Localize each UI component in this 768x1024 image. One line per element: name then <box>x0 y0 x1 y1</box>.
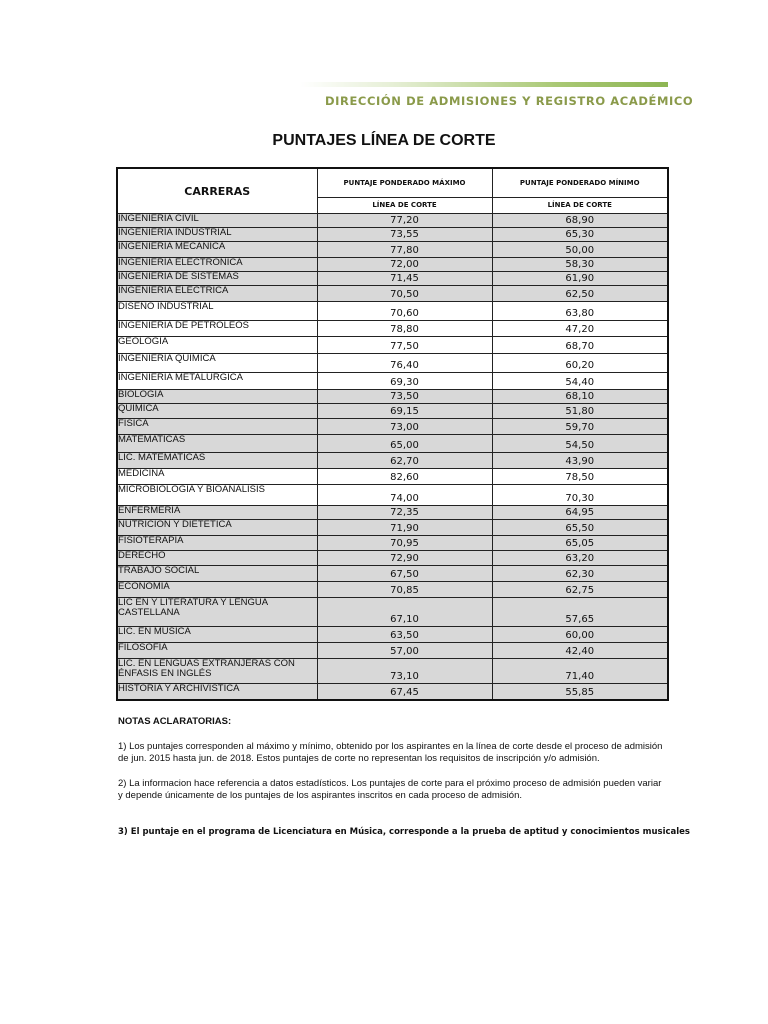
table-row <box>117 506 668 520</box>
max-score: 76,40 <box>317 354 492 373</box>
career-name: LIC. EN LENGUAS EXTRANJERAS CON ÉNFASIS EN INGLÉS <box>117 659 317 684</box>
career-name: ECONOMIA <box>117 582 317 598</box>
career-name: QUIMICA <box>117 404 317 419</box>
max-score: 77,80 <box>317 242 492 258</box>
max-score: 70,95 <box>317 536 492 551</box>
career-name: INGENIERIA DE SISTEMAS <box>117 272 317 286</box>
table-row <box>117 627 668 643</box>
career-name: GEOLOGIA <box>117 337 317 354</box>
career-name: BIOLOGIA <box>117 390 317 404</box>
career-name: INGENIERIA METALURGICA <box>117 373 317 390</box>
notes-section <box>118 716 690 837</box>
note-3: 3) El puntaje en el programa de Licenciatura en Música, corresponde a la prueba de aptitud y conocimientos musicales <box>118 827 690 837</box>
min-score: 65,05 <box>492 536 668 551</box>
career-name: MICROBIOLOGIA Y BIOANALISIS <box>117 485 317 506</box>
table-row <box>117 551 668 566</box>
min-score: 59,70 <box>492 419 668 435</box>
column-header-carreras: CARRERAS <box>117 168 317 214</box>
table-row <box>117 582 668 598</box>
career-name: LIC. MATEMATICAS <box>117 453 317 469</box>
career-name: LIC. EN MUSICA <box>117 627 317 643</box>
career-name: DISEÑO INDUSTRIAL <box>117 302 317 321</box>
min-score: 71,40 <box>492 659 668 684</box>
min-score: 65,50 <box>492 520 668 536</box>
header-accent-bar <box>300 82 668 87</box>
table-row <box>117 258 668 272</box>
table-row <box>117 536 668 551</box>
career-name: NUTRICION Y DIETETICA <box>117 520 317 536</box>
page-title: PUNTAJES LÍNEA DE CORTE <box>272 132 496 149</box>
note-1: 1) Los puntajes corresponden al máximo y mínimo, obtenido por los aspirantes en la línea de corte desde el proceso de admisión de jun. 2015 hasta jun. de 2018. Estos puntajes de corte no representan los requisitos de inscripción y/o admisión. <box>118 741 663 764</box>
min-score: 68,70 <box>492 337 668 354</box>
min-score: 68,10 <box>492 390 668 404</box>
table-row <box>117 643 668 659</box>
max-score: 72,90 <box>317 551 492 566</box>
career-name: DERECHO <box>117 551 317 566</box>
table-row <box>117 435 668 453</box>
min-score: 43,90 <box>492 453 668 469</box>
table-row <box>117 469 668 485</box>
subheader-max: LÍNEA DE CORTE <box>317 197 492 213</box>
max-score: 67,45 <box>317 684 492 700</box>
min-score: 63,20 <box>492 551 668 566</box>
table-row <box>117 214 668 228</box>
max-score: 73,10 <box>317 659 492 684</box>
table-row <box>117 373 668 390</box>
table-row <box>117 242 668 258</box>
career-name: FISIOTERAPIA <box>117 536 317 551</box>
max-score: 57,00 <box>317 643 492 659</box>
max-score: 70,60 <box>317 302 492 321</box>
min-score: 70,30 <box>492 485 668 506</box>
max-score: 77,50 <box>317 337 492 354</box>
min-score: 65,30 <box>492 228 668 242</box>
max-score: 70,85 <box>317 582 492 598</box>
career-name: INGENIERIA INDUSTRIAL <box>117 228 317 242</box>
min-score: 60,00 <box>492 627 668 643</box>
min-score: 68,90 <box>492 214 668 228</box>
career-name: INGENIERIA CIVIL <box>117 214 317 228</box>
table-row <box>117 520 668 536</box>
career-name: INGENIERIA DE PETROLEOS <box>117 321 317 337</box>
career-name: MEDICINA <box>117 469 317 485</box>
career-name: MATEMATICAS <box>117 435 317 453</box>
career-name: TRABAJO SOCIAL <box>117 566 317 582</box>
table-row <box>117 286 668 302</box>
min-score: 54,50 <box>492 435 668 453</box>
max-score: 71,45 <box>317 272 492 286</box>
column-header-max: PUNTAJE PONDERADO MÁXIMO <box>317 168 492 197</box>
min-score: 62,75 <box>492 582 668 598</box>
institution-header: DIRECCIÓN DE ADMISIONES Y REGISTRO ACADÉMICO <box>325 94 694 108</box>
column-header-min: PUNTAJE PONDERADO MÍNIMO <box>492 168 668 197</box>
table-row <box>117 453 668 469</box>
min-score: 50,00 <box>492 242 668 258</box>
max-score: 62,70 <box>317 453 492 469</box>
career-name: FISICA <box>117 419 317 435</box>
max-score: 82,60 <box>317 469 492 485</box>
max-score: 78,80 <box>317 321 492 337</box>
table-row <box>117 566 668 582</box>
max-score: 73,00 <box>317 419 492 435</box>
min-score: 55,85 <box>492 684 668 700</box>
table-row <box>117 419 668 435</box>
table-row <box>117 598 668 627</box>
min-score: 47,20 <box>492 321 668 337</box>
min-score: 54,40 <box>492 373 668 390</box>
min-score: 42,40 <box>492 643 668 659</box>
min-score: 63,80 <box>492 302 668 321</box>
table-row <box>117 485 668 506</box>
table-row <box>117 302 668 321</box>
table-row <box>117 337 668 354</box>
min-score: 62,30 <box>492 566 668 582</box>
note-2: 2) La informacion hace referencia a datos estadísticos. Los puntajes de corte para el próximo proceso de admisión pueden variar y depende únicamente de los puntajes de los aspirantes inscritos en cada proceso de admisión. <box>118 778 662 801</box>
table-row <box>117 404 668 419</box>
min-score: 58,30 <box>492 258 668 272</box>
career-name: INGENIERIA ELECTRICA <box>117 286 317 302</box>
career-name: INGENIERIA ELECTRONICA <box>117 258 317 272</box>
career-name: ENFERMERIA <box>117 506 317 520</box>
max-score: 73,55 <box>317 228 492 242</box>
max-score: 65,00 <box>317 435 492 453</box>
max-score: 63,50 <box>317 627 492 643</box>
table-row <box>117 228 668 242</box>
max-score: 73,50 <box>317 390 492 404</box>
max-score: 72,35 <box>317 506 492 520</box>
min-score: 57,65 <box>492 598 668 627</box>
notes-title: NOTAS ACLARATORIAS: <box>118 716 232 727</box>
min-score: 51,80 <box>492 404 668 419</box>
table-row <box>117 390 668 404</box>
max-score: 69,30 <box>317 373 492 390</box>
min-score: 78,50 <box>492 469 668 485</box>
scores-table <box>116 167 669 701</box>
career-name: LIC EN Y LITERATURA Y LENGUA CASTELLANA <box>117 598 317 627</box>
career-name: HISTORIA Y ARCHIVISTICA <box>117 684 317 700</box>
max-score: 67,10 <box>317 598 492 627</box>
career-name: INGENIERIA QUIMICA <box>117 354 317 373</box>
subheader-min: LÍNEA DE CORTE <box>492 197 668 213</box>
table-row <box>117 659 668 684</box>
career-name: FILOSOFIA <box>117 643 317 659</box>
max-score: 72,00 <box>317 258 492 272</box>
max-score: 71,90 <box>317 520 492 536</box>
max-score: 67,50 <box>317 566 492 582</box>
table-row <box>117 321 668 337</box>
min-score: 64,95 <box>492 506 668 520</box>
table-row <box>117 354 668 373</box>
min-score: 61,90 <box>492 272 668 286</box>
max-score: 70,50 <box>317 286 492 302</box>
min-score: 62,50 <box>492 286 668 302</box>
max-score: 69,15 <box>317 404 492 419</box>
max-score: 77,20 <box>317 214 492 228</box>
table-row <box>117 684 668 700</box>
scores-table-body <box>117 214 668 700</box>
table-row <box>117 272 668 286</box>
min-score: 60,20 <box>492 354 668 373</box>
max-score: 74,00 <box>317 485 492 506</box>
career-name: INGENIERIA MECANICA <box>117 242 317 258</box>
